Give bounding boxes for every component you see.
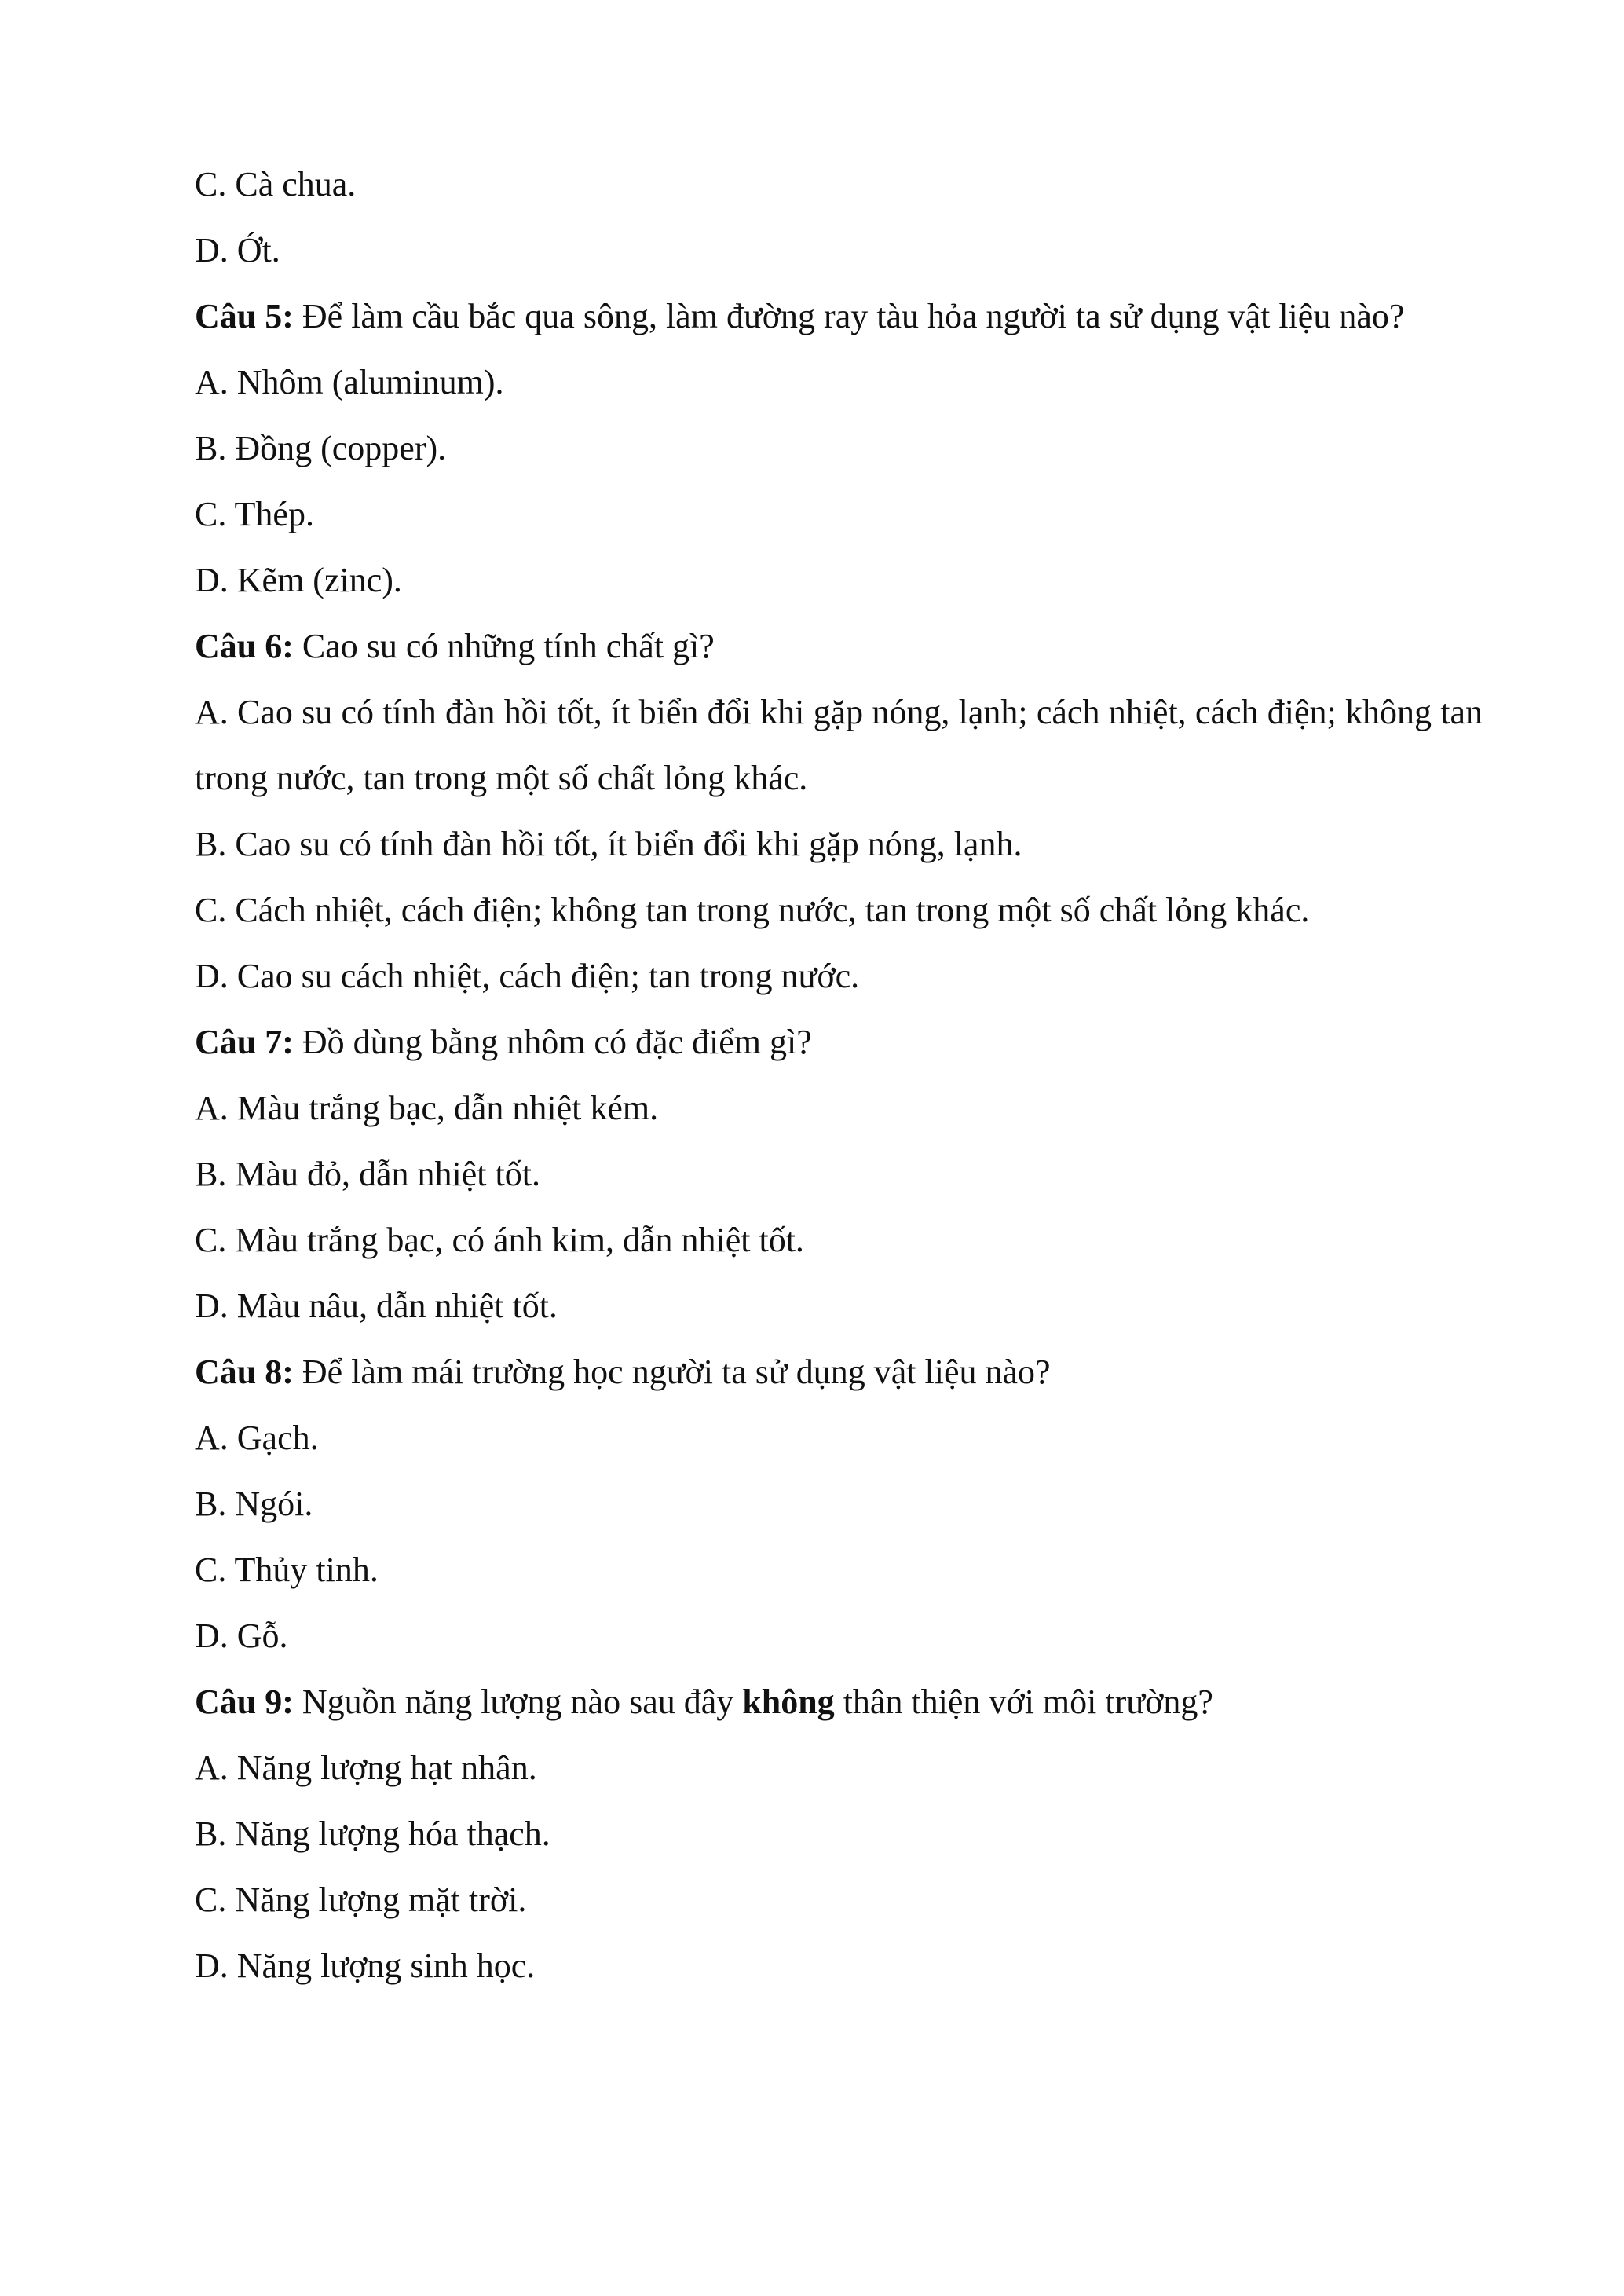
question-6-option-b: B. Cao su có tính đàn hồi tốt, ít biển đổi khi gặp nóng, lạnh. xyxy=(195,825,1022,863)
question-8-option-d: D. Gỗ. xyxy=(195,1617,288,1655)
question-6-label: Câu 6: xyxy=(195,627,294,665)
question-9-emphasis: không xyxy=(742,1683,835,1721)
question-9-option-b: B. Năng lượng hóa thạch. xyxy=(195,1814,550,1853)
question-6-option-d: D. Cao su cách nhiệt, cách điện; tan trong nước. xyxy=(195,957,860,995)
question-9-option-d: D. Năng lượng sinh học. xyxy=(195,1946,536,1985)
question-5-option-d: D. Kẽm (zinc). xyxy=(195,561,402,599)
option-c-q4: C. Cà chua. xyxy=(195,165,357,203)
question-9 xyxy=(195,1669,1483,1735)
question-7-option-b: B. Màu đỏ, dẫn nhiệt tốt. xyxy=(195,1155,540,1193)
question-5-option-b: B. Đồng (copper). xyxy=(195,429,447,467)
question-7-label: Câu 7: xyxy=(195,1023,294,1061)
question-5-option-c: C. Thép. xyxy=(195,495,314,533)
question-7-text: Đồ dùng bằng nhôm có đặc điểm gì? xyxy=(293,1023,812,1061)
question-9-option-a: A. Năng lượng hạt nhân. xyxy=(195,1749,537,1787)
question-6-option-a: A. Cao su có tính đàn hồi tốt, ít biển đổi khi gặp nóng, lạnh; cách nhiệt, cách điện; không tan trong nước, tan trong một số chất lỏng khác. xyxy=(195,693,1483,797)
question-9-text-before: Nguồn năng lượng nào sau đây xyxy=(293,1683,743,1721)
question-5-option-a: A. Nhôm (aluminum). xyxy=(195,363,504,401)
question-8-text: Để làm mái trường học người ta sử dụng vật liệu nào? xyxy=(293,1353,1051,1391)
question-8-label: Câu 8: xyxy=(195,1353,294,1391)
question-5-label: Câu 5: xyxy=(195,297,294,335)
question-8 xyxy=(195,1339,1483,1405)
question-5-text: Để làm cầu bắc qua sông, làm đường ray tàu hỏa người ta sử dụng vật liệu nào? xyxy=(293,297,1405,335)
question-6-text: Cao su có những tính chất gì? xyxy=(293,627,715,665)
document-page xyxy=(195,152,1483,1999)
question-5 xyxy=(195,284,1483,350)
question-8-option-c: C. Thủy tinh. xyxy=(195,1551,379,1589)
question-9-option-c: C. Năng lượng mặt trời. xyxy=(195,1880,527,1919)
question-6-option-c: C. Cách nhiệt, cách điện; không tan trong nước, tan trong một số chất lỏng khác. xyxy=(195,891,1310,929)
question-7-option-d: D. Màu nâu, dẫn nhiệt tốt. xyxy=(195,1287,558,1325)
question-7 xyxy=(195,1009,1483,1075)
question-8-option-b: B. Ngói. xyxy=(195,1485,313,1523)
question-7-option-a: A. Màu trắng bạc, dẫn nhiệt kém. xyxy=(195,1089,659,1127)
question-9-text-after: thân thiện với môi trường? xyxy=(834,1683,1213,1721)
question-9-label: Câu 9: xyxy=(195,1683,294,1721)
question-7-option-c: C. Màu trắng bạc, có ánh kim, dẫn nhiệt tốt. xyxy=(195,1221,804,1259)
question-8-option-a: A. Gạch. xyxy=(195,1419,319,1457)
option-d-q4: D. Ớt. xyxy=(195,231,280,269)
question-6 xyxy=(195,613,1483,679)
